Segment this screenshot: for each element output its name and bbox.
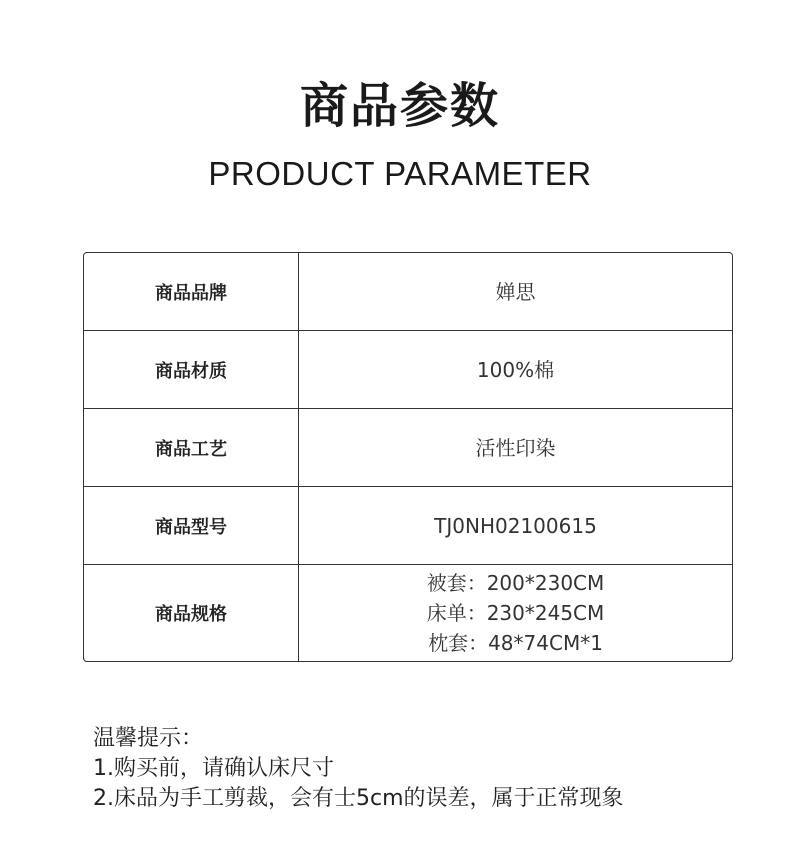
page-subtitle: PRODUCT PARAMETER — [208, 155, 592, 192]
row-label-material: 商品材质 — [84, 331, 299, 408]
tips-item: 1.购买前，请确认床尺寸 — [93, 756, 334, 781]
spec-sheet-value: 床单：230*245CM — [426, 601, 605, 625]
table-row-material — [84, 330, 732, 408]
process-value: 活性印染 — [475, 435, 556, 460]
tips-heading: 温馨提示： — [93, 726, 204, 751]
brand-value: 婵思 — [495, 279, 536, 304]
row-label-process: 商品工艺 — [84, 409, 299, 486]
page-title: 商品参数 — [299, 78, 500, 134]
row-value-brand — [299, 253, 732, 330]
row-label-spec: 商品规格 — [84, 565, 299, 661]
spec-duvet-value: 被套：200*230CM — [426, 571, 605, 595]
row-label-model: 商品型号 — [84, 487, 299, 564]
row-value-model — [299, 487, 732, 564]
tips-item: 2.床品为手工剪裁，会有士5cm的误差，属于正常现象 — [93, 786, 624, 811]
spec-pillowcase-value: 枕套：48*74CM*1 — [428, 631, 603, 655]
row-value-spec — [299, 565, 732, 661]
model-value: TJ0NH02100615 — [434, 513, 597, 538]
material-value: 100%棉 — [476, 357, 555, 382]
table-row-process — [84, 408, 732, 486]
table-row-brand — [84, 253, 732, 330]
row-value-material — [299, 331, 732, 408]
table-row-spec — [84, 564, 732, 661]
parameter-table — [83, 252, 733, 662]
tips-section — [93, 724, 624, 814]
row-label-brand: 商品品牌 — [84, 253, 299, 330]
table-row-model — [84, 486, 732, 564]
row-value-process — [299, 409, 732, 486]
